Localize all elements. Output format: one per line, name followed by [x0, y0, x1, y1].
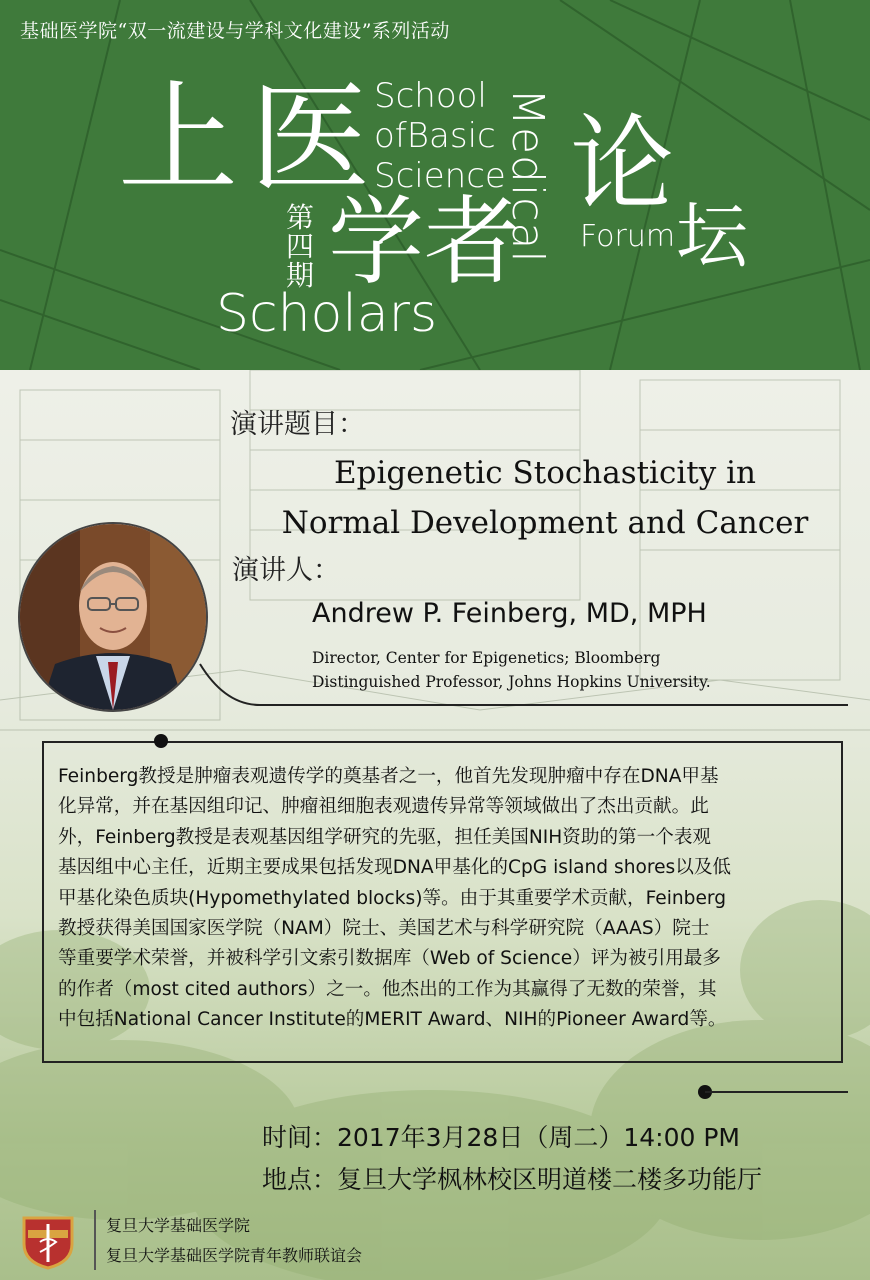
bio-line: 中包括National Cancer Institute的MERIT Award、NIH的Pioneer Award等。 [58, 1009, 727, 1031]
series-title: 基础医学院“双一流建设与学科文化建设”系列活动 [20, 20, 450, 42]
event-location: 地点：复旦大学枫林校区明道楼二楼多功能厅 [262, 1165, 763, 1194]
speaker-bio [58, 762, 843, 1036]
school-line: Science [374, 156, 506, 196]
issue-number: 第四期 [286, 201, 315, 292]
school-line: ofBasic [374, 116, 496, 156]
footer-divider [94, 1210, 96, 1270]
title-xuezhe: 学者 [328, 186, 520, 298]
bio-line: Feinberg教授是肿瘤表观遗传学的奠基者之一，他首先发现肿瘤中存在DNA甲基 [58, 766, 719, 787]
talk-title-line: Normal Development and Cancer [281, 505, 809, 541]
bio-line: 化异常，并在基因组印记、肿瘤祖细胞表观遗传异常等领域做出了杰出贡献。此 [58, 796, 709, 818]
school-emblem-icon [18, 1212, 78, 1270]
title-char-tan: 坛 [676, 194, 749, 278]
title-char-lun: 论 [570, 103, 675, 225]
bio-line: 教授获得美国国家医学院（NAM）院士、美国艺术与科学研究院（AAAS）院士 [58, 918, 710, 940]
organizer-name: 复旦大学基础医学院 [106, 1216, 251, 1235]
forum-text: Forum [580, 219, 676, 254]
talk-title-line: Epigenetic Stochasticity in [334, 455, 756, 491]
event-time: 时间：2017年3月28日（周二）14:00 PM [262, 1123, 740, 1152]
scholars-text: Scholars [216, 284, 438, 344]
co-organizer-name: 复旦大学基础医学院青年教师联谊会 [106, 1246, 363, 1265]
speaker-name: Andrew P. Feinberg, MD, MPH [312, 598, 707, 629]
affiliation-line: Distinguished Professor, Johns Hopkins University. [312, 673, 711, 691]
bio-line: 等重要学术荣誉，并被科学引文索引数据库（Web of Science）评为被引用最多 [58, 948, 721, 970]
title-char-shang: 上 [118, 70, 238, 209]
bio-line: 甲基化染色质块(Hypomethylated blocks)等。由于其重要学术贡献，Feinberg [58, 887, 727, 909]
affiliation-line: Director, Center for Epigenetics; Bloomberg [312, 649, 661, 667]
bio-line: 的作者（most cited authors）之一。他杰出的工作为其赢得了无数的荣誉，其 [58, 978, 717, 1000]
medical-vertical-text: Medical [502, 88, 553, 264]
talk-title-label: 演讲题目： [230, 409, 365, 440]
bio-line: 外，Feinberg教授是表观基因组学研究的先驱，担任美国NIH资助的第一个表观 [58, 826, 712, 848]
speaker-label: 演讲人： [232, 555, 340, 586]
bio-line: 基因组中心主任，近期主要成果包括发现DNA甲基化的CpG island shores以及低 [58, 857, 732, 879]
title-char-yi: 医 [250, 70, 370, 209]
school-line: School [374, 76, 487, 116]
